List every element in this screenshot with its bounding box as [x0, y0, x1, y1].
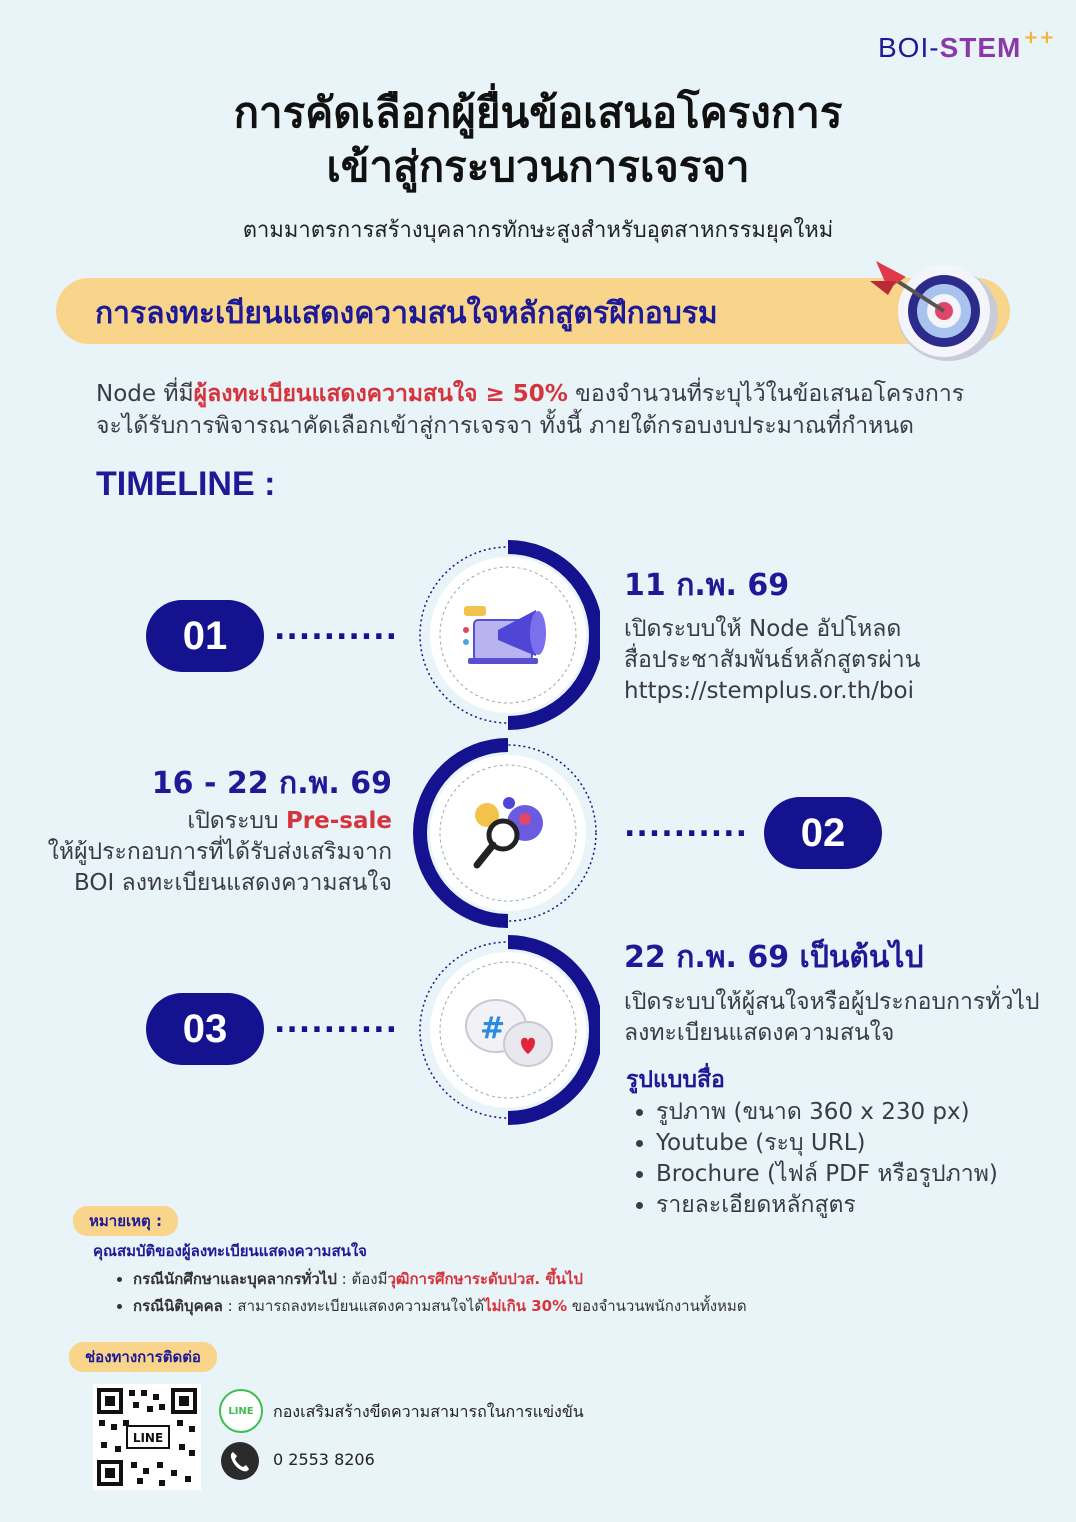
- chat-hashtag-icon: [462, 994, 558, 1074]
- intro-suffix: ของจำนวนที่ระบุไว้ในข้อเสนอโครงการ: [567, 381, 965, 407]
- step-number-01: 01: [146, 600, 264, 672]
- step-desc-03-line-2: ลงทะเบียนแสดงความสนใจ: [624, 1020, 895, 1046]
- brand-logo: [878, 26, 1056, 64]
- step-number-03: 03: [146, 993, 264, 1065]
- logo-plus: ++: [1023, 26, 1056, 48]
- phone-icon[interactable]: [220, 1441, 260, 1481]
- media-item: • รายละเอียดหลักสูตร: [656, 1190, 998, 1221]
- step-connector-01: ..........: [274, 612, 398, 647]
- title-line-2: เข้าสู่กระบวนการเจรจา: [326, 142, 750, 191]
- intro-highlight: ผู้ลงทะเบียนแสดงความสนใจ ≥ 50%: [193, 381, 568, 407]
- media-heading: รูปแบบสื่อ: [626, 1067, 725, 1093]
- note-tag: หมายเหตุ :: [73, 1206, 178, 1236]
- intro-text: [96, 378, 996, 442]
- media-item: • Youtube (ระบุ URL): [656, 1128, 998, 1159]
- line-icon-label: LINE: [228, 1405, 254, 1417]
- step-desc-02: [0, 806, 392, 899]
- step-desc-01: [624, 614, 920, 707]
- step-date-02: 16 - 22 ก.พ. 69: [151, 766, 392, 801]
- step-desc-01-url[interactable]: https://stemplus.or.th/boi: [624, 678, 914, 704]
- step-number-02: 02: [764, 797, 882, 869]
- logo-text-stem: STEM: [939, 32, 1022, 63]
- note-item: [133, 1293, 747, 1320]
- step-desc-02-pre: เปิดระบบ: [187, 808, 286, 834]
- step-desc-01-line-2: สื่อประชาสัมพันธ์หลักสูตรผ่าน: [624, 647, 921, 673]
- qr-code[interactable]: [93, 1384, 201, 1490]
- page-title: [0, 86, 1076, 194]
- title-line-1: การคัดเลือกผู้ยื่นข้อเสนอโครงการ: [233, 88, 843, 137]
- line-icon[interactable]: [219, 1389, 263, 1433]
- step-desc-02-line-1: ให้ผู้ประกอบการที่ได้รับส่งเสริมจาก: [47, 839, 392, 865]
- logo-text-boi: BOI-: [878, 32, 940, 63]
- note-item-label: กรณีนักศึกษาและบุคลากรทั่วไป: [133, 1270, 337, 1288]
- media-item: • รูปภาพ (ขนาด 360 x 230 px): [656, 1097, 998, 1128]
- intro-line-2: จะได้รับการพิจารณาคัดเลือกเข้าสู่การเจรจา ทั้งนี้ ภายใต้กรอบงบประมาณที่กำหนด: [96, 413, 914, 439]
- target-icon: [866, 255, 1006, 365]
- step-desc-02-highlight: Pre-sale: [285, 808, 392, 834]
- note-item: [133, 1266, 747, 1293]
- svg-text:#: #: [480, 1011, 506, 1046]
- note-item-tail: ของจำนวนพนักงานทั้งหมด: [567, 1297, 747, 1315]
- line-contact-name[interactable]: กองเสริมสร้างขีดความสามารถในการแข่งขัน: [273, 1402, 584, 1421]
- note-item-label: กรณีนิติบุคคล: [133, 1297, 223, 1315]
- megaphone-icon: [458, 600, 558, 670]
- note-list: [93, 1266, 747, 1320]
- banner-title: การลงทะเบียนแสดงความสนใจหลักสูตรฝึกอบรม: [95, 296, 718, 331]
- qr-line-label: LINE: [132, 1431, 164, 1445]
- step-desc-03: [624, 987, 1040, 1049]
- contact-tag: ช่องทางการติดต่อ: [69, 1342, 217, 1372]
- step-date-01: 11 ก.พ. 69: [624, 568, 790, 603]
- media-item: • Brochure (ไฟล์ PDF หรือรูปภาพ): [656, 1159, 998, 1190]
- phone-number[interactable]: 0 2553 8206: [273, 1450, 375, 1469]
- step-connector-02: ..........: [624, 809, 748, 844]
- note-item-text: : ต้องมี: [336, 1270, 388, 1288]
- step-desc-03-line-1: เปิดระบบให้ผู้สนใจหรือผู้ประกอบการทั่วไป: [624, 989, 1040, 1015]
- step-date-03: 22 ก.พ. 69 เป็นต้นไป: [624, 940, 924, 975]
- note-item-text: : สามารถลงทะเบียนแสดงความสนใจได้: [222, 1297, 485, 1315]
- note-item-highlight: วุฒิการศึกษาระดับปวส. ขึ้นไป: [387, 1270, 583, 1288]
- search-people-icon: [465, 793, 555, 873]
- note-item-highlight: ไม่เกิน 30%: [484, 1297, 568, 1315]
- step-desc-01-line-1: เปิดระบบให้ Node อัปโหลด: [624, 616, 902, 642]
- step-connector-03: ..........: [274, 1005, 398, 1040]
- timeline-heading: TIMELINE :: [96, 465, 276, 503]
- media-list: [628, 1097, 998, 1221]
- step-desc-02-line-2: BOI ลงทะเบียนแสดงความสนใจ: [74, 870, 392, 896]
- page-subtitle: ตามมาตรการสร้างบุคลากรทักษะสูงสำหรับอุตสาหกรรมยุคใหม่: [242, 218, 834, 243]
- note-heading: คุณสมบัติของผู้ลงทะเบียนแสดงความสนใจ: [93, 1242, 367, 1260]
- intro-prefix: Node ที่มี: [96, 381, 194, 407]
